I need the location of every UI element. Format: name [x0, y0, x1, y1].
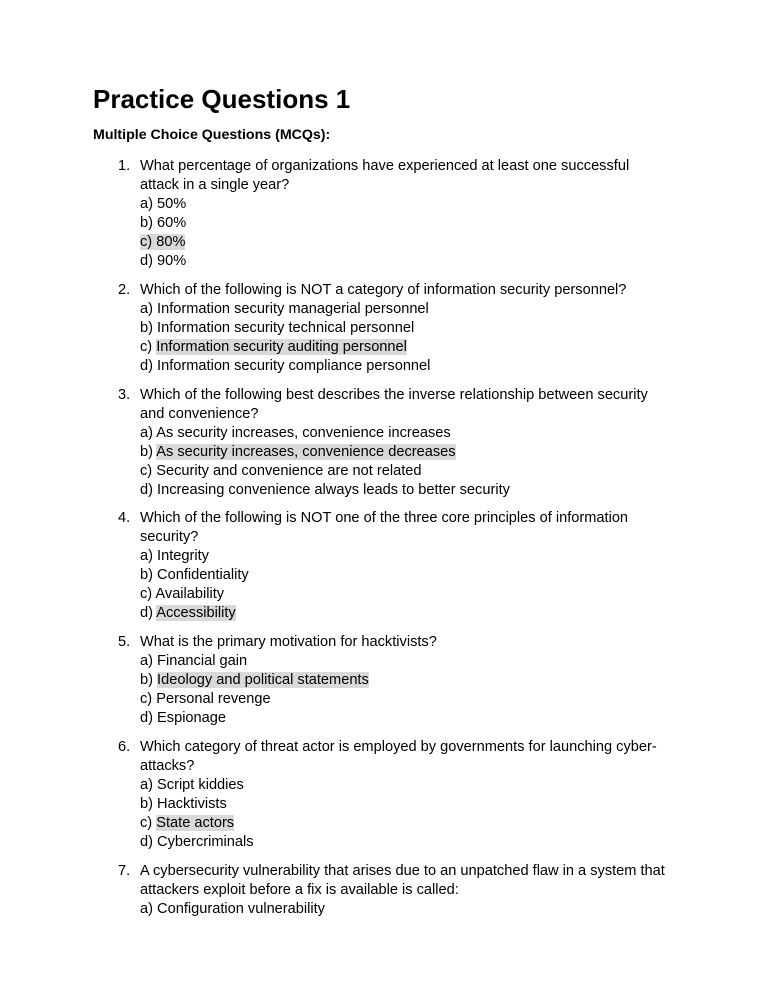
question-5: [93, 633, 693, 728]
question-1: [93, 157, 693, 271]
option-prefix: c): [140, 814, 153, 831]
option-text: Increasing convenience always leads to better security: [157, 481, 510, 498]
document-page: [93, 82, 693, 929]
option-prefix: d): [140, 605, 153, 622]
option-text: Information security managerial personnel: [157, 300, 429, 317]
option-prefix: a): [140, 196, 153, 212]
option-prefix: a): [140, 548, 153, 565]
page-title: Practice Questions 1: [93, 84, 351, 114]
option-prefix: b): [140, 319, 153, 336]
option-text: 90%: [157, 253, 187, 269]
answer-highlight: As security increases, convenience decreases: [156, 443, 456, 460]
option-c-answer: [140, 233, 693, 252]
option-text: Script kiddies: [157, 776, 244, 793]
option-d: [140, 481, 693, 500]
question-6: [93, 738, 693, 852]
option-b: [140, 214, 693, 233]
option-prefix: b): [140, 795, 153, 812]
option-text: Hacktivists: [157, 795, 227, 812]
option-text: Security and convenience are not related: [156, 462, 422, 479]
option-b-answer: [140, 671, 693, 690]
option-c-answer: [140, 814, 693, 833]
option-d: [140, 709, 693, 728]
section-heading: Multiple Choice Questions (MCQs):: [93, 127, 331, 143]
answer-highlight: Ideology and political statements: [157, 672, 369, 689]
option-prefix: c): [140, 338, 153, 355]
question-number: 4.: [118, 510, 131, 527]
question-text: What percentage of organizations have experienced at least one successful attack in a single year?: [140, 158, 630, 193]
question-3: [93, 386, 693, 500]
question-text: Which of the following is NOT one of the three core principles of information security?: [140, 510, 629, 546]
option-text: As security increases, convenience increases: [156, 424, 451, 441]
option-prefix: b): [140, 215, 153, 231]
question-7: [93, 862, 693, 919]
option-text: Integrity: [157, 548, 209, 565]
question-number: 5.: [118, 634, 131, 651]
option-b-answer: [140, 443, 693, 462]
option-text: Confidentiality: [157, 567, 249, 584]
option-text: Espionage: [157, 710, 227, 727]
option-prefix: d): [140, 481, 153, 498]
option-c: [140, 690, 693, 709]
question-number: 1.: [118, 158, 131, 174]
option-a: [140, 300, 693, 319]
option-b: [140, 795, 693, 814]
option-text: 50%: [157, 196, 187, 212]
option-d: [140, 252, 693, 271]
question-4: [93, 509, 693, 623]
option-a: [140, 652, 693, 671]
option-prefix: c): [140, 462, 153, 479]
answer-highlight: [140, 234, 185, 250]
answer-highlight: Information security auditing personnel: [156, 338, 407, 355]
option-prefix: c): [140, 691, 153, 708]
answer-highlight: State actors: [156, 814, 235, 831]
question-text: Which category of threat actor is employed by governments for launching cyber-attacks?: [140, 738, 657, 774]
option-b: [140, 566, 693, 585]
option-prefix: a): [140, 900, 153, 917]
question-text: Which of the following is NOT a category of information security personnel?: [140, 281, 627, 298]
option-a: [140, 776, 693, 795]
option-prefix: a): [140, 653, 153, 670]
option-a: [140, 195, 693, 214]
question-text: Which of the following best describes the inverse relationship between security and convenience?: [140, 386, 648, 422]
option-c: [140, 462, 693, 481]
option-c-answer: [140, 338, 693, 357]
option-b: [140, 319, 693, 338]
option-text: 80%: [156, 234, 186, 250]
option-prefix: a): [140, 424, 153, 441]
option-prefix: a): [140, 776, 153, 793]
option-prefix: a): [140, 300, 153, 317]
option-text: 60%: [157, 215, 187, 231]
option-text: Financial gain: [157, 653, 248, 670]
option-a: [140, 900, 693, 919]
option-prefix: d): [140, 833, 153, 850]
option-text: Personal revenge: [156, 691, 271, 708]
option-prefix: d): [140, 357, 153, 374]
question-number: 7.: [118, 862, 131, 879]
option-d: [140, 833, 693, 852]
option-c: [140, 585, 693, 604]
option-prefix: d): [140, 710, 153, 727]
option-prefix: c): [140, 586, 153, 603]
option-prefix: c): [140, 234, 153, 250]
option-a: [140, 547, 693, 566]
option-a: [140, 424, 693, 443]
question-list: [93, 157, 693, 919]
option-prefix: b): [140, 443, 153, 460]
question-number: 2.: [118, 281, 131, 298]
answer-highlight: Accessibility: [156, 605, 236, 622]
option-text: Information security technical personnel: [157, 319, 415, 336]
option-text: Configuration vulnerability: [157, 900, 325, 917]
question-2: [93, 281, 693, 376]
question-text: What is the primary motivation for hacktivists?: [140, 634, 437, 651]
option-text: Cybercriminals: [157, 833, 254, 850]
option-text: Availability: [155, 586, 225, 603]
option-prefix: d): [140, 253, 153, 269]
option-d-answer: [140, 604, 693, 623]
option-prefix: b): [140, 672, 153, 689]
question-number: 6.: [118, 738, 131, 755]
option-text: Information security compliance personnel: [157, 357, 431, 374]
option-d: [140, 357, 693, 376]
question-text: A cybersecurity vulnerability that arises due to an unpatched flaw in a system that attackers exploit before a fix is available is called:: [140, 862, 665, 898]
option-prefix: b): [140, 567, 153, 584]
question-number: 3.: [118, 386, 131, 403]
